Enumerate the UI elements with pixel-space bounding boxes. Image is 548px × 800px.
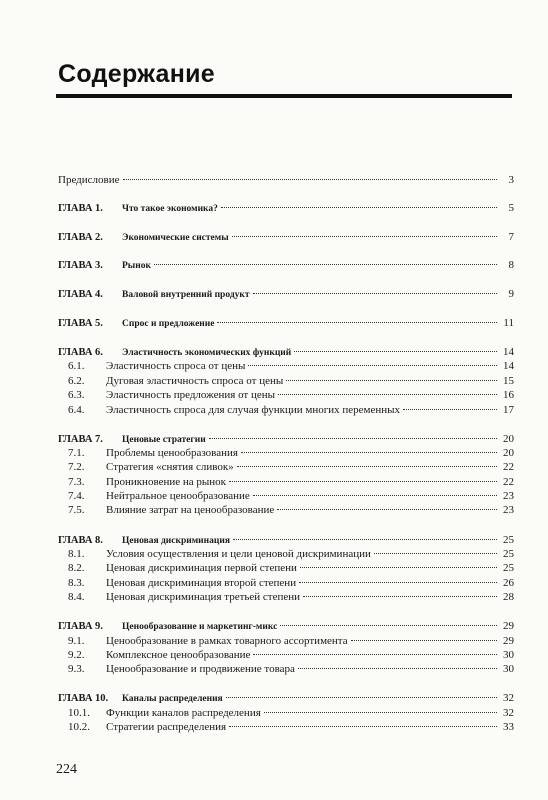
toc-entry: [68, 489, 514, 503]
dot-leader: [294, 351, 497, 352]
toc-entry: [58, 345, 514, 360]
page-ref: 33: [503, 721, 514, 733]
dot-leader: [241, 452, 497, 453]
toc-entry: [68, 388, 514, 402]
chapter-number: ГЛАВА 7.: [58, 434, 103, 445]
page-ref: 9: [508, 288, 514, 300]
page-ref: 5: [508, 202, 514, 214]
chapter-title: Экономические системы: [122, 233, 229, 243]
dot-leader: [300, 567, 497, 568]
chapter-number: ГЛАВА 5.: [58, 318, 103, 329]
page-ref: 26: [503, 577, 514, 589]
dot-leader: [277, 509, 497, 510]
toc-entry: [58, 432, 514, 447]
dot-leader: [154, 264, 497, 265]
toc-entry: [58, 201, 514, 216]
toc-entry: [68, 706, 514, 720]
section-title: Ценовая дискриминация первой степени: [106, 562, 297, 574]
toc-entry: [68, 446, 514, 460]
chapter-number: ГЛАВА 4.: [58, 289, 103, 300]
dot-leader: [233, 539, 497, 540]
chapter-number: ГЛАВА 2.: [58, 232, 103, 243]
chapter-title: Эластичность экономических функций: [122, 348, 292, 358]
page-ref: 32: [503, 692, 514, 704]
toc-entry: [68, 634, 514, 648]
section-number: 7.5.: [68, 504, 85, 516]
chapter-title: Спрос и предложение: [122, 319, 215, 329]
section-title: Условия осуществления и цели ценовой дискриминации: [106, 548, 371, 560]
chapter-title: Ценообразование и маркетинг-микс: [122, 622, 278, 632]
chapter-number: ГЛАВА 3.: [58, 260, 103, 271]
section-number: 8.3.: [68, 577, 85, 589]
section-title: Проблемы ценообразования: [106, 447, 238, 459]
page-ref: 22: [503, 461, 514, 473]
dot-leader: [278, 394, 497, 395]
dot-leader: [303, 596, 497, 597]
dot-leader: [298, 668, 497, 669]
section-title: Ценообразование в рамках товарного ассортимента: [106, 635, 348, 647]
dot-leader: [403, 409, 497, 410]
dot-leader: [253, 293, 497, 294]
page-ref: 28: [503, 591, 514, 603]
section-number: 7.1.: [68, 447, 85, 459]
dot-leader: [280, 625, 497, 626]
section-number: 6.2.: [68, 375, 85, 387]
section-title: Эластичность спроса для случая функции многих переменных: [106, 404, 401, 416]
section-number: 7.3.: [68, 476, 85, 488]
toc-entry: [58, 173, 514, 187]
page-ref: 25: [503, 534, 514, 546]
section-title: Нейтральное ценообразование: [106, 490, 250, 502]
section-number: 10.2.: [68, 721, 90, 733]
section-number: 9.2.: [68, 649, 85, 661]
dot-leader: [253, 654, 497, 655]
chapter-title: Каналы распределения: [122, 694, 223, 704]
page-ref: 22: [503, 476, 514, 488]
dot-leader: [351, 640, 497, 641]
page-ref: 16: [503, 389, 514, 401]
page-ref: 20: [503, 447, 514, 459]
section-title: Эластичность предложения от цены: [106, 389, 276, 401]
page-ref: 25: [503, 562, 514, 574]
section-number: 9.1.: [68, 635, 85, 647]
dot-leader: [226, 697, 497, 698]
chapter-number: ГЛАВА 8.: [58, 535, 103, 546]
toc-entry: [68, 648, 514, 662]
toc-entry: [58, 619, 514, 634]
toc-entry: [68, 662, 514, 676]
dot-leader: [253, 495, 497, 496]
page-ref: 14: [503, 346, 514, 358]
toc-entry: [68, 547, 514, 561]
toc-entry: [58, 533, 514, 548]
section-title: Комплексное ценообразование: [106, 649, 251, 661]
section-number: 10.1.: [68, 707, 90, 719]
section-number: 9.3.: [68, 663, 85, 675]
section-title: Эластичность спроса от цены: [106, 360, 246, 372]
chapter-title: Рынок: [122, 261, 151, 271]
section-number: 8.4.: [68, 591, 85, 603]
toc-entry: [58, 258, 514, 273]
dot-leader: [229, 726, 497, 727]
dot-leader: [123, 179, 498, 180]
page-ref: 32: [503, 707, 514, 719]
page-ref: 29: [503, 620, 514, 632]
chapter-number: ГЛАВА 1.: [58, 203, 103, 214]
page-ref: 25: [503, 548, 514, 560]
toc-entry: [68, 503, 514, 517]
dot-leader: [217, 322, 497, 323]
section-number: 8.2.: [68, 562, 85, 574]
toc-entry: [68, 460, 514, 474]
dot-leader: [221, 207, 497, 208]
section-number: 7.4.: [68, 490, 85, 502]
section-number: 8.1.: [68, 548, 85, 560]
chapter-title: Валовой внутренний продукт: [122, 290, 250, 300]
chapter-title: Ценовая дискриминация: [122, 536, 230, 546]
section-number: 6.3.: [68, 389, 85, 401]
toc-entry: [58, 230, 514, 245]
page-ref: 30: [503, 663, 514, 675]
chapter-number: ГЛАВА 10.: [58, 693, 109, 704]
section-title: Дуговая эластичность спроса от цены: [106, 375, 284, 387]
section-title: Ценовая дискриминация второй степени: [106, 577, 297, 589]
section-title: Стратегия «снятия сливок»: [106, 461, 234, 473]
dot-leader: [229, 481, 497, 482]
preface-title: Предисловие: [58, 174, 120, 186]
toc-entry: [68, 475, 514, 489]
toc-entry: [68, 590, 514, 604]
toc-entry: [68, 576, 514, 590]
page-ref: 30: [503, 649, 514, 661]
dot-leader: [237, 466, 497, 467]
page-ref: 11: [503, 317, 514, 329]
page-ref: 23: [503, 490, 514, 502]
dot-leader: [232, 236, 497, 237]
dot-leader: [286, 380, 497, 381]
chapter-title: Ценовые стратегии: [122, 435, 206, 445]
page-ref: 23: [503, 504, 514, 516]
section-title: Влияние затрат на ценообразование: [106, 504, 275, 516]
toc-entry: [58, 691, 514, 706]
page-title: Содержание: [58, 60, 216, 88]
section-title: Функции каналов распределения: [106, 707, 261, 719]
page-ref: 14: [503, 360, 514, 372]
section-number: 6.4.: [68, 404, 85, 416]
dot-leader: [264, 712, 497, 713]
page-ref: 20: [503, 433, 514, 445]
chapter-number: ГЛАВА 6.: [58, 347, 103, 358]
dot-leader: [209, 438, 497, 439]
toc-entry: [58, 316, 514, 331]
toc-entry: [68, 561, 514, 575]
section-number: 7.2.: [68, 461, 85, 473]
page-ref: 8: [508, 259, 514, 271]
section-title: Стратегии распределения: [106, 721, 227, 733]
toc-entry: [68, 403, 514, 417]
page-ref: 17: [503, 404, 514, 416]
chapter-title: Что такое экономика?: [122, 204, 218, 214]
section-title: Ценообразование и продвижение товара: [106, 663, 295, 675]
toc-entry: [68, 374, 514, 388]
page-ref: 29: [503, 635, 514, 647]
section-number: 6.1.: [68, 360, 85, 372]
page-ref: 7: [508, 231, 514, 243]
page-ref: 3: [508, 174, 514, 186]
dot-leader: [248, 365, 497, 366]
page-ref: 15: [503, 375, 514, 387]
page-number: 224: [56, 762, 77, 777]
section-title: Проникновение на рынок: [106, 476, 227, 488]
dot-leader: [299, 582, 497, 583]
dot-leader: [374, 553, 497, 554]
chapter-number: ГЛАВА 9.: [58, 621, 103, 632]
section-title: Ценовая дискриминация третьей степени: [106, 591, 301, 603]
toc-entry: [68, 359, 514, 373]
toc-entry: [58, 287, 514, 302]
toc-entry: [68, 720, 514, 734]
